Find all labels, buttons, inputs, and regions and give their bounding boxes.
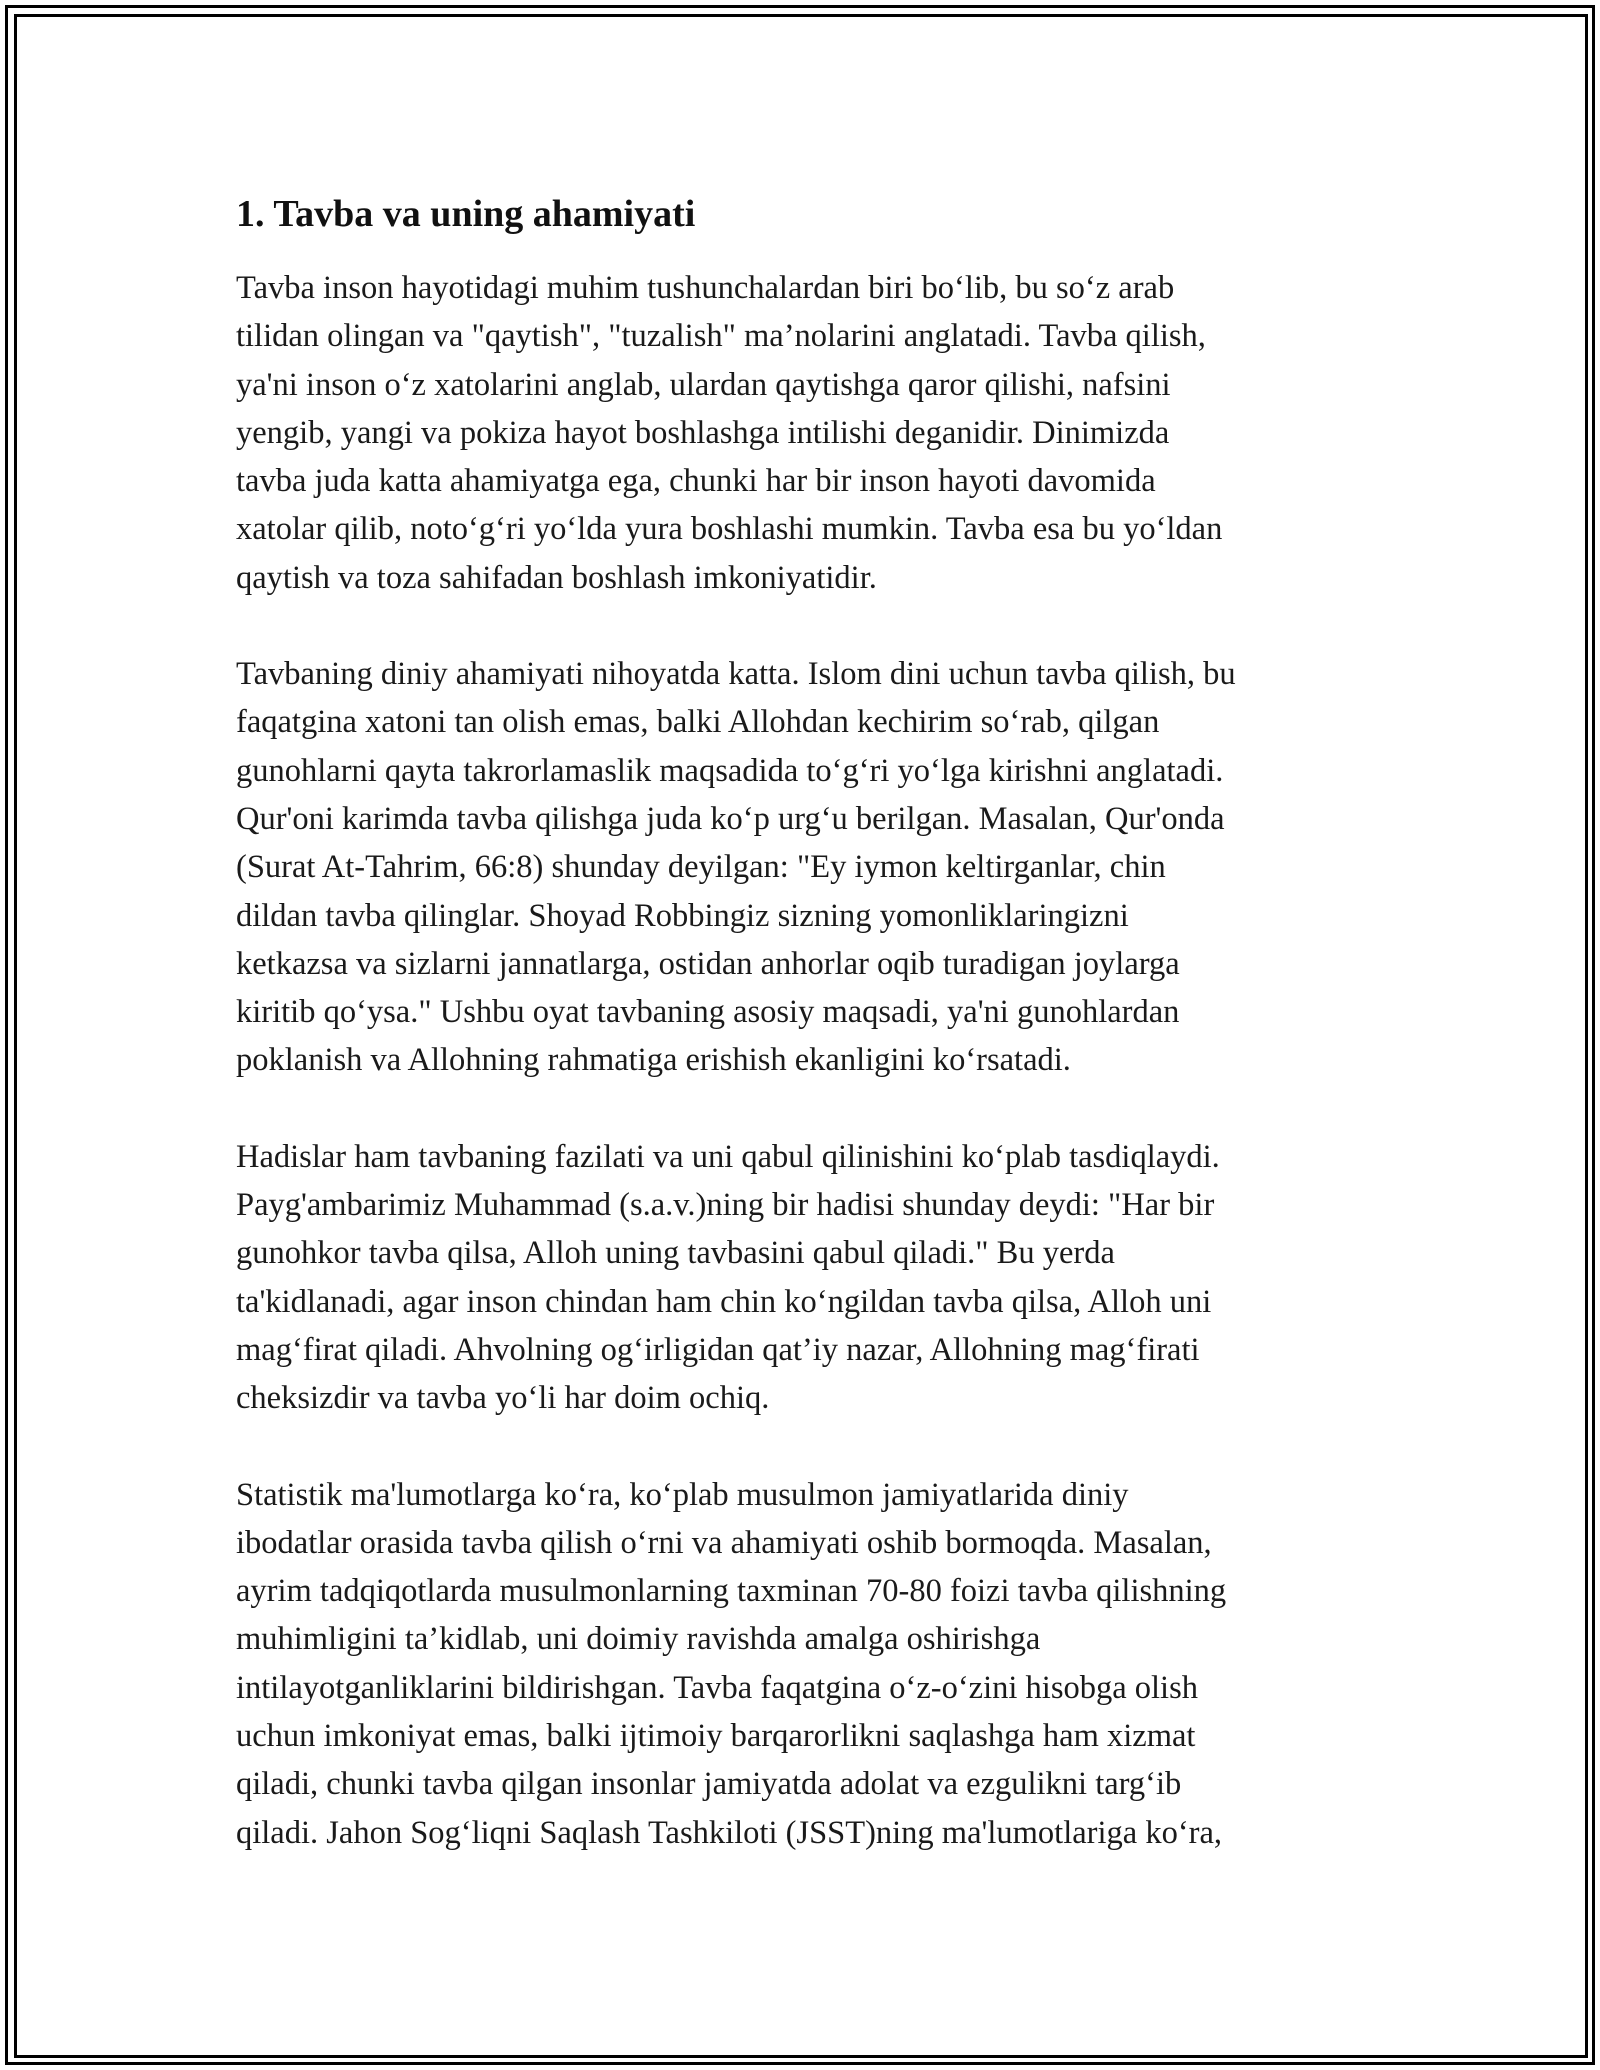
paragraph-1: Tavba inson hayotidagi muhim tushunchalardan biri bo‘lib, bu so‘z arab tilidan olingan va "qaytish", "tuzalish" ma’nolarini anglatadi. Tavba qilish, ya'ni inson o‘z xatolarini anglab, ulardan qaytishga qaror qilishi, nafsini yengib, yangi va pokiza hayot boshlashga intilishi deganidir. Dinimizda tavba juda katta ahamiyatga ega, chunki har bir inson hayoti davomida xatolar qilib, noto‘g‘ri yo‘lda yura boshlashi mumkin. Tavba esa bu yo‘ldan qaytish va toza sahifadan boshlash imkoniyatidir. bbox=[236, 270, 1223, 596]
document-body bbox=[236, 190, 1376, 1905]
section-heading: 1. Tavba va uning ahamiyati bbox=[236, 193, 696, 235]
paragraph-3: Hadislar ham tavbaning fazilati va uni qabul qilinishini ko‘plab tasdiqlaydi. Payg'ambarimiz Muhammad (s.a.v.)ning bir hadisi shunday deydi: "Har bir gunohkor tavba qilsa, Alloh uning tavbasini qabul qiladi." Bu yerda ta'kidlanadi, agar inson chindan ham chin ko‘ngildan tavba qilsa, Alloh uni mag‘firat qiladi. Ahvolning og‘irligidan qat’iy nazar, Allohning mag‘firati cheksizdir va tavba yo‘li har doim ochiq. bbox=[236, 1138, 1220, 1417]
paragraph-2: Tavbaning diniy ahamiyati nihoyatda katta. Islom dini uchun tavba qilish, bu faqatgina xatoni tan olish emas, balki Allohdan kechirim so‘rab, qilgan gunohlarni qayta takrorlamaslik maqsadida to‘g‘ri yo‘lga kirishni anglatadi. Qur'oni karimda tavba qilishga juda ko‘p urg‘u berilgan. Masalan, Qur'onda (Surat At-Tahrim, 66:8) shunday deyilgan: "Ey iymon keltirganlar, chin dildan tavba qilinglar. Shoyad Robbingiz sizning yomonliklaringizni ketkazsa va sizlarni jannatlarga, ostidan anhorlar oqib turadigan joylarga kiritib qo‘ysa." Ushbu oyat tavbaning asosiy maqsadi, ya'ni gunohlardan poklanish va Allohning rahmatiga erishish ekanligini ko‘rsatadi. bbox=[236, 656, 1236, 1079]
paragraph-4: Statistik ma'lumotlarga ko‘ra, ko‘plab musulmon jamiyatlarida diniy ibodatlar orasida tavba qilish o‘rni va ahamiyati oshib bormoqda. Masalan, ayrim tadqiqotlarda musulmonlarning taxminan 70-80 foizi tavba qilishning muhimligini ta’kidlab, uni doimiy ravishda amalga oshirishga intilayotganliklarini bildirishgan. Tavba faqatgina o‘z-o‘zini hisobga olish uchun imkoniyat emas, balki ijtimoiy barqarorlikni saqlashga ham xizmat qiladi, chunki tavba qilgan insonlar jamiyatda adolat va ezgulikni targ‘ib qiladi. Jahon Sog‘liqni Saqlash Tashkiloti (JSST)ning ma'lumotlariga ko‘ra, bbox=[236, 1476, 1227, 1851]
